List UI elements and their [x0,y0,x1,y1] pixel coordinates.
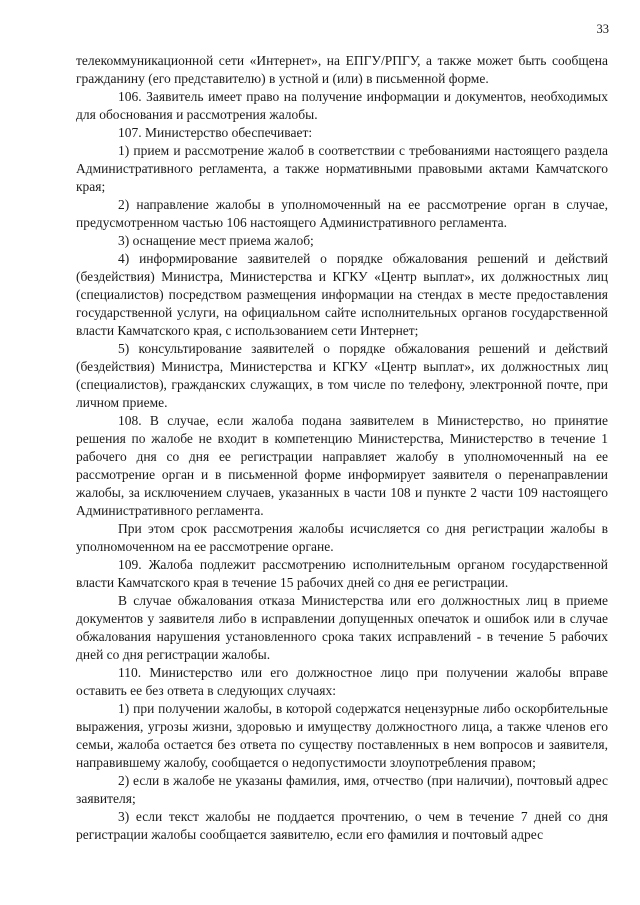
paragraph: 108. В случае, если жалоба подана заявителем в Министерство, но принятие решения по жалобе не входит в компетенцию Министерства, Министерство в течение 1 рабочего дня со дня ее регистрации направляет жалобу в уполномоченный на ее рассмотрение орган и в письменной форме информирует заявителя о перенаправлении жалобы, за исключением случаев, указанных в части 108 и пункте 2 части 109 настоящего Административного регламента. [76,413,608,518]
paragraph: 3) оснащение мест приема жалоб; [118,233,314,248]
paragraph: 2) направление жалобы в уполномоченный на ее рассмотрение орган в случае, предусмотренном частью 106 настоящего Административного регламента. [76,197,608,230]
paragraph: 2) если в жалобе не указаны фамилия, имя, отчество (при наличии), почтовый адрес заявителя; [76,773,608,806]
paragraph: 3) если текст жалобы не поддается прочтению, о чем в течение 7 дней со дня регистрации жалобы сообщается заявителю, если его фамилия и почтовый адрес [76,809,608,842]
paragraph: 107. Министерство обеспечивает: [118,125,313,140]
paragraph: 110. Министерство или его должностное лицо при получении жалобы вправе оставить ее без ответа в следующих случаях: [76,665,608,698]
paragraph: 5) консультирование заявителей о порядке обжалования решений и действий (бездействия) Министра, Министерства и КГКУ «Центр выплат», их должностных лиц (специалистов), гражданских служащих, в том числе по телефону, электронной почте, при личном приеме. [76,341,608,410]
paragraph: 106. Заявитель имеет право на получение информации и документов, необходимых для обоснования и рассмотрения жалобы. [76,89,608,122]
page-number: 33 [596,22,609,36]
paragraph: При этом срок рассмотрения жалобы исчисляется со дня регистрации жалобы в уполномоченном на ее рассмотрение органе. [76,521,608,554]
document-body [76,52,608,844]
paragraph: телекоммуникационной сети «Интернет», на ЕПГУ/РПГУ, а также может быть сообщена гражданину (его представителю) в устной и (или) в письменной форме. [76,53,608,86]
paragraph: 109. Жалоба подлежит рассмотрению исполнительным органом государственной власти Камчатского края в течение 15 рабочих дней со дня ее регистрации. [76,557,608,590]
paragraph: 4) информирование заявителей о порядке обжалования решений и действий (бездействия) Министра, Министерства и КГКУ «Центр выплат», их должностных лиц (специалистов) посредством размещения информации на стендах в месте предоставления государственной услуги, на официальном сайте исполнительных органов государственной власти Камчатского края, с использованием сети Интернет; [76,251,608,338]
paragraph: 1) прием и рассмотрение жалоб в соответствии с требованиями настоящего раздела Административного регламента, а также нормативными правовыми актами Камчатского края; [76,143,608,194]
paragraph: В случае обжалования отказа Министерства или его должностных лиц в приеме документов у заявителя либо в исправлении допущенных опечаток и ошибок или в случае обжалования нарушения установленного срока таких исправлений - в течение 5 рабочих дней со дня регистрации жалобы. [76,593,608,662]
paragraph: 1) при получении жалобы, в которой содержатся нецензурные либо оскорбительные выражения, угрозы жизни, здоровью и имуществу должностного лица, а также членов его семьи, жалоба остается без ответа по существу поставленных в нем вопросов и заявителя, направившему жалобу, сообщается о недопустимости злоупотребления правом; [76,701,608,770]
